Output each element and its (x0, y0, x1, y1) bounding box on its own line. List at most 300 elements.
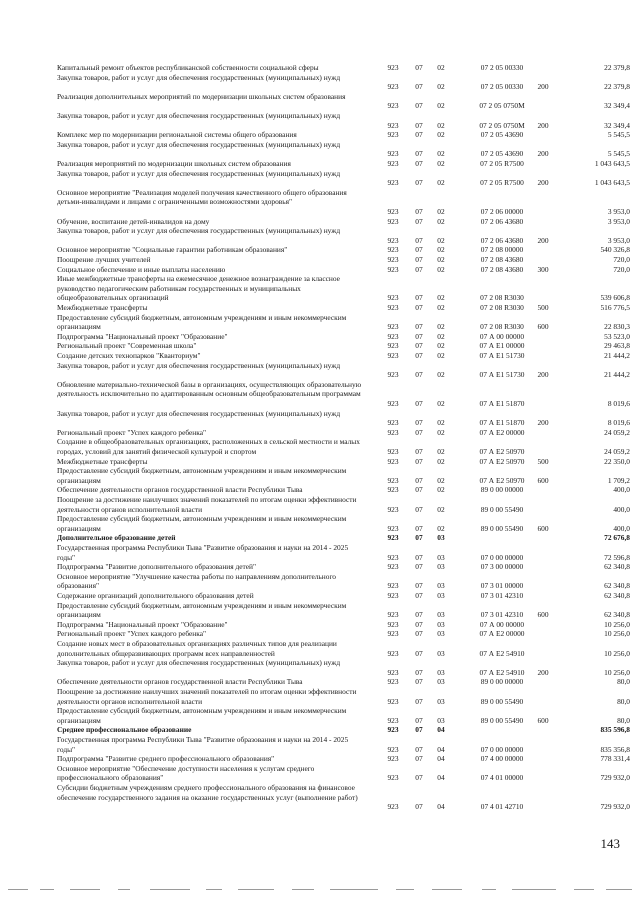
table-row (0, 658, 640, 677)
row-section-code: 07 (415, 264, 423, 274)
row-section-code: 07 (415, 677, 423, 687)
row-section-code: 07 (415, 331, 423, 341)
row-expense-type-code: 600 (537, 322, 549, 332)
row-subsection-code: 02 (437, 475, 445, 485)
row-amount: 3 953,0 (607, 206, 630, 216)
row-amount: 516 776,5 (600, 303, 630, 312)
row-name: Государственная программа Республики Тыва "Развитие образования и науки на 2014 - 2025 годы" (57, 543, 349, 562)
row-amount: 22 350,0 (604, 456, 630, 466)
row-name: Подпрограмма "Национальный проект "Образование" (57, 331, 228, 341)
row-subsection-code: 02 (437, 293, 445, 303)
table-row (0, 572, 640, 591)
row-subsection-code: 02 (437, 235, 445, 245)
row-name: Закупка товаров, работ и услуг для обеспечения государственных (муниципальных) нужд (57, 72, 341, 82)
row-subsection-code: 02 (437, 504, 445, 514)
row-section-code: 07 (415, 216, 423, 226)
row-subsection-code: 02 (437, 245, 445, 255)
row-name: Основное мероприятие "Реализация моделей получения качественного общего образования детьми-инвалидами и лицами с ограниченными возможностями здоровья" (57, 187, 347, 207)
row-name: Поощрение за достижение наилучших значений показателей по итогам оценки эффективности деятельности органов исполнительной власти (57, 687, 357, 706)
row-subsection-code: 04 (437, 802, 445, 812)
row-target-item-code: 07 4 01 00000 (480, 773, 524, 783)
row-name: Закупка товаров, работ и услуг для обеспечения государственных (муниципальных) нужд (57, 408, 341, 418)
row-subsection-code: 02 (437, 255, 445, 264)
table-row (0, 543, 640, 562)
row-expense-type-code: 200 (537, 120, 549, 130)
row-target-item-code: 07 А Е1 51730 (479, 351, 525, 360)
row-name: Основное мероприятие "Улучшение качества работы по направлениям дополнительного образования" (57, 571, 336, 591)
row-target-item-code: 89 0 00 55490 (480, 715, 524, 725)
row-subsection-code: 03 (437, 581, 445, 591)
row-section-code: 07 (415, 552, 423, 562)
row-amount: 5 545,5 (607, 130, 630, 140)
row-target-item-code: 07 А Е2 00000 (479, 427, 525, 437)
row-name: Комплекс мер по модернизации региональной системы общего образования (57, 130, 297, 140)
row-section-code: 07 (415, 591, 423, 600)
row-section-code: 07 (415, 101, 423, 111)
row-ved-code: 923 (387, 216, 399, 226)
row-name: Содержание организаций дополнительного образования детей (57, 591, 254, 600)
row-section-code: 07 (415, 235, 423, 245)
row-target-item-code: 89 0 00 55490 (480, 696, 524, 706)
table-row (0, 351, 640, 361)
row-subsection-code: 02 (437, 216, 445, 226)
table-row (0, 274, 640, 303)
row-subsection-code: 04 (437, 754, 445, 764)
row-target-item-code: 07 А Е2 54910 (479, 667, 525, 677)
row-ved-code: 923 (387, 245, 399, 255)
row-subsection-code: 02 (437, 351, 445, 360)
row-target-item-code: 07 А Е1 51870 (479, 418, 525, 428)
row-subsection-code: 03 (437, 677, 445, 687)
row-amount: 21 444,2 (604, 370, 630, 380)
row-target-item-code: 07 2 05 00330 (480, 82, 524, 92)
row-name: Подпрограмма "Развитие среднего профессионального образования" (57, 754, 275, 764)
row-name: Капитальный ремонт объектов республиканской собственности социальной сферы (57, 63, 319, 72)
row-section-code: 07 (415, 303, 423, 312)
row-subsection-code: 02 (437, 82, 445, 92)
row-name: Региональный проект "Современная школа" (57, 341, 197, 351)
row-ved-code: 923 (387, 130, 399, 140)
row-expense-type-code: 200 (537, 82, 549, 92)
row-section-code: 07 (415, 206, 423, 216)
row-name: Межбюджетные трансферты (57, 456, 148, 466)
row-expense-type-code: 200 (537, 667, 549, 677)
row-section-code: 07 (415, 581, 423, 591)
row-amount: 24 059,2 (604, 446, 630, 456)
row-amount: 3 953,0 (607, 216, 630, 226)
row-name: Субсидии бюджетным учреждениям среднего профессионального образования на финансовое обеспечение государственного задания на оказание государственных услуг (выполнение работ) (57, 783, 358, 802)
row-amount: 80,0 (617, 715, 630, 725)
table-row (0, 409, 640, 428)
row-section-code: 07 (415, 418, 423, 428)
row-amount: 720,0 (613, 255, 630, 264)
row-name: Закупка товаров, работ и услуг для обеспечения государственных (муниципальных) нужд (57, 168, 341, 178)
table-row (0, 706, 640, 725)
row-subsection-code: 02 (437, 101, 445, 111)
row-name: Подпрограмма "Развитие дополнительного образования детей" (57, 562, 257, 572)
row-name: Региональный проект "Успех каждого ребенка" (57, 427, 207, 437)
row-ved-code: 923 (387, 351, 399, 360)
row-amount: 22 379,8 (604, 63, 630, 72)
row-subsection-code: 03 (437, 610, 445, 620)
row-name: Среднее профессиональное образование (57, 725, 192, 735)
row-name: Закупка товаров, работ и услуг для обеспечения государственных (муниципальных) нужд (57, 139, 341, 149)
table-row (0, 485, 640, 495)
row-expense-type-code: 200 (537, 149, 549, 159)
row-expense-type-code: 600 (537, 523, 549, 533)
page-number: 143 (600, 836, 620, 851)
row-ved-code: 923 (387, 427, 399, 437)
row-amount: 8 019,6 (607, 398, 630, 408)
row-section-code: 07 (415, 322, 423, 332)
row-target-item-code: 07 2 08 R3030 (480, 303, 524, 312)
row-name: Реализация мероприятий по модернизации школьных систем образования (57, 159, 291, 168)
row-amount: 400,0 (613, 523, 630, 533)
row-ved-code: 923 (387, 206, 399, 216)
row-expense-type-code: 600 (537, 475, 549, 485)
table-row (0, 188, 640, 217)
row-ved-code: 923 (387, 610, 399, 620)
row-target-item-code: 07 2 05 R7500 (480, 159, 524, 168)
row-target-item-code: 07 2 06 43680 (480, 235, 524, 245)
row-subsection-code: 02 (437, 370, 445, 380)
row-ved-code: 923 (387, 677, 399, 687)
table-row (0, 169, 640, 188)
row-subsection-code: 02 (437, 523, 445, 533)
row-name: Подпрограмма "Национальный проект "Образование" (57, 619, 228, 629)
row-section-code: 07 (415, 610, 423, 620)
row-section-code: 07 (415, 744, 423, 754)
row-ved-code: 923 (387, 303, 399, 312)
row-section-code: 07 (415, 293, 423, 303)
row-section-code: 07 (415, 456, 423, 466)
row-amount: 10 256,0 (604, 619, 630, 629)
table-row (0, 255, 640, 265)
row-section-code: 07 (415, 533, 423, 543)
row-expense-type-code: 200 (537, 418, 549, 428)
row-section-code: 07 (415, 523, 423, 533)
row-name: Создание в общеобразовательных организациях, расположенных в сельской местности и малых городах, условий для занятий физической культурой и спортом (57, 437, 360, 456)
row-target-item-code: 07 4 00 00000 (480, 754, 524, 764)
row-subsection-code: 03 (437, 715, 445, 725)
row-target-item-code: 07 А Е2 50970 (479, 475, 525, 485)
row-ved-code: 923 (387, 255, 399, 264)
row-ved-code: 923 (387, 667, 399, 677)
row-name: Закупка товаров, работ и услуг для обеспечения государственных (муниципальных) нужд (57, 111, 341, 120)
row-name: Предоставление субсидий бюджетным, автономным учреждениям и иным некоммерческим организациям (57, 312, 347, 332)
row-ved-code: 923 (387, 475, 399, 485)
row-target-item-code: 89 0 00 00000 (480, 677, 524, 687)
table-row (0, 725, 640, 735)
row-target-item-code: 07 А Е1 00000 (479, 341, 525, 351)
row-section-code: 07 (415, 120, 423, 130)
row-name: Обеспечение деятельности органов государственной власти Республики Тыва (57, 485, 303, 495)
row-section-code: 07 (415, 130, 423, 140)
row-subsection-code: 02 (437, 303, 445, 312)
row-section-code: 07 (415, 667, 423, 677)
row-amount: 21 444,2 (604, 351, 630, 360)
row-section-code: 07 (415, 341, 423, 351)
table-row (0, 313, 640, 332)
table-row (0, 140, 640, 159)
row-name: Региональный проект "Успех каждого ребенка" (57, 629, 207, 639)
row-ved-code: 923 (387, 485, 399, 495)
row-amount: 62 340,8 (604, 581, 630, 591)
row-subsection-code: 02 (437, 398, 445, 408)
row-amount: 835 596,8 (600, 725, 630, 735)
row-ved-code: 923 (387, 562, 399, 572)
row-section-code: 07 (415, 475, 423, 485)
row-subsection-code: 02 (437, 63, 445, 72)
table-row (0, 380, 640, 409)
row-ved-code: 923 (387, 101, 399, 111)
row-subsection-code: 02 (437, 206, 445, 216)
row-target-item-code: 07 3 01 00000 (480, 581, 524, 591)
row-amount: 729 932,0 (600, 773, 630, 783)
row-name: Межбюджетные трансферты (57, 303, 148, 312)
row-ved-code: 923 (387, 581, 399, 591)
row-name: Создание детских технопарков "Кванториум" (57, 351, 201, 360)
row-ved-code: 923 (387, 504, 399, 514)
row-ved-code: 923 (387, 591, 399, 600)
row-target-item-code: 89 0 00 55490 (480, 504, 524, 514)
table-row (0, 457, 640, 467)
table-row (0, 73, 640, 92)
table-row (0, 754, 640, 764)
row-target-item-code: 07 2 08 43680 (480, 255, 524, 264)
row-amount: 10 256,0 (604, 648, 630, 658)
table-row (0, 361, 640, 380)
row-amount: 10 256,0 (604, 667, 630, 677)
row-ved-code: 923 (387, 446, 399, 456)
row-subsection-code: 02 (437, 130, 445, 140)
row-target-item-code: 07 2 05 00330 (480, 63, 524, 72)
row-name: Предоставление субсидий бюджетным, автономным учреждениям и иным некоммерческим организациям (57, 706, 347, 725)
table-row (0, 265, 640, 275)
row-ved-code: 923 (387, 398, 399, 408)
row-subsection-code: 02 (437, 159, 445, 168)
table-row (0, 303, 640, 313)
row-amount: 62 340,8 (604, 562, 630, 572)
row-ved-code: 923 (387, 802, 399, 812)
row-target-item-code: 07 А Е1 51870 (479, 398, 525, 408)
row-ved-code: 923 (387, 322, 399, 332)
row-ved-code: 923 (387, 235, 399, 245)
row-ved-code: 923 (387, 744, 399, 754)
table-row (0, 341, 640, 351)
table-row (0, 466, 640, 485)
row-ved-code: 923 (387, 264, 399, 274)
row-subsection-code: 03 (437, 562, 445, 572)
row-ved-code: 923 (387, 754, 399, 764)
row-amount: 1 043 643,5 (594, 159, 630, 168)
row-target-item-code: 07 А Е2 50970 (479, 456, 525, 466)
row-expense-type-code: 500 (537, 303, 549, 312)
row-ved-code: 923 (387, 331, 399, 341)
row-amount: 540 326,8 (600, 245, 630, 255)
row-subsection-code: 03 (437, 533, 445, 543)
row-amount: 72 676,8 (604, 533, 630, 543)
row-subsection-code: 02 (437, 427, 445, 437)
table-row (0, 639, 640, 658)
row-amount: 32 349,4 (604, 101, 630, 111)
row-section-code: 07 (415, 149, 423, 159)
row-section-code: 07 (415, 715, 423, 725)
row-ved-code: 923 (387, 715, 399, 725)
row-target-item-code: 07 2 05 0750М (479, 101, 525, 111)
row-amount: 539 606,8 (600, 293, 630, 303)
row-section-code: 07 (415, 802, 423, 812)
row-ved-code: 923 (387, 418, 399, 428)
table-row (0, 332, 640, 342)
table-row (0, 63, 640, 73)
row-expense-type-code: 200 (537, 370, 549, 380)
row-amount: 400,0 (613, 485, 630, 495)
row-section-code: 07 (415, 446, 423, 456)
row-name: Обновление материально-технической базы в организациях, осуществляющих образовательную деятельность исключительно по адаптированным основным общеобразовательным программам (57, 379, 362, 399)
row-target-item-code: 07 2 05 0750М (479, 120, 525, 130)
row-subsection-code: 04 (437, 744, 445, 754)
row-ved-code: 923 (387, 523, 399, 533)
row-name: Закупка товаров, работ и услуг для обеспечения государственных (муниципальных) нужд (57, 658, 341, 668)
row-target-item-code: 07 А Е2 00000 (479, 629, 525, 639)
row-amount: 24 059,2 (604, 427, 630, 437)
row-amount: 5 545,5 (607, 149, 630, 159)
row-subsection-code: 03 (437, 648, 445, 658)
row-section-code: 07 (415, 398, 423, 408)
row-name: Социальное обеспечение и иные выплаты населению (57, 264, 226, 274)
row-ved-code: 923 (387, 725, 399, 735)
row-section-code: 07 (415, 696, 423, 706)
row-name: Иные межбюджетные трансферты на ежемесячное денежное вознаграждение за классное руководство педагогическим работникам государственных и муниципальных общеобразовательных организаций (57, 274, 340, 303)
row-amount: 1 043 643,5 (594, 178, 630, 188)
row-target-item-code: 07 А Е1 51730 (479, 370, 525, 380)
table-row (0, 687, 640, 706)
row-ved-code: 923 (387, 629, 399, 639)
row-name: Обеспечение деятельности органов государственной власти Республики Тыва (57, 677, 303, 687)
row-ved-code: 923 (387, 696, 399, 706)
row-subsection-code: 02 (437, 149, 445, 159)
row-target-item-code: 07 А 00 00000 (479, 619, 525, 629)
row-target-item-code: 07 2 05 R7500 (480, 178, 524, 188)
row-ved-code: 923 (387, 159, 399, 168)
row-target-item-code: 07 3 00 00000 (480, 562, 524, 572)
row-amount: 22 830,3 (604, 322, 630, 332)
row-name: Предоставление субсидий бюджетным, автономным учреждениям и иным некоммерческим организациям (57, 600, 347, 620)
row-target-item-code: 07 4 01 42710 (480, 802, 524, 812)
row-name: Предоставление субсидий бюджетным, автономным учреждениям и иным некоммерческим организациям (57, 514, 347, 533)
scan-edge-artifact (0, 887, 640, 893)
row-expense-type-code: 500 (537, 456, 549, 466)
row-ved-code: 923 (387, 552, 399, 562)
row-amount: 835 356,8 (600, 744, 630, 754)
table-row (0, 245, 640, 255)
table-row (0, 562, 640, 572)
row-amount: 3 953,0 (607, 235, 630, 245)
row-section-code: 07 (415, 619, 423, 629)
row-name: Государственная программа Республики Тыва "Развитие образования и науки на 2014 - 2025 годы" (57, 735, 349, 754)
row-target-item-code: 07 3 01 42310 (480, 591, 524, 600)
row-ved-code: 923 (387, 456, 399, 466)
row-amount: 32 349,4 (604, 120, 630, 130)
row-subsection-code: 03 (437, 552, 445, 562)
row-section-code: 07 (415, 351, 423, 360)
row-subsection-code: 02 (437, 264, 445, 274)
row-amount: 400,0 (613, 504, 630, 514)
table-row (0, 437, 640, 456)
row-section-code: 07 (415, 370, 423, 380)
row-subsection-code: 04 (437, 773, 445, 783)
row-expense-type-code: 600 (537, 610, 549, 620)
row-subsection-code: 02 (437, 331, 445, 341)
row-name: Основное мероприятие "Обеспечение доступности населения к услугам среднего профессионального образования" (57, 763, 315, 783)
row-amount: 22 379,8 (604, 82, 630, 92)
row-amount: 10 256,0 (604, 629, 630, 639)
row-target-item-code: 89 0 00 55490 (480, 523, 524, 533)
row-section-code: 07 (415, 159, 423, 168)
row-expense-type-code: 200 (537, 235, 549, 245)
row-section-code: 07 (415, 245, 423, 255)
row-name: Закупка товаров, работ и услуг для обеспечения государственных (муниципальных) нужд (57, 360, 341, 370)
row-name: Поощрение за достижение наилучших значений показателей по итогам оценки эффективности деятельности органов исполнительной власти (57, 495, 357, 514)
table-row (0, 130, 640, 140)
row-subsection-code: 03 (437, 619, 445, 629)
row-section-code: 07 (415, 255, 423, 264)
table-row (0, 92, 640, 111)
row-section-code: 07 (415, 82, 423, 92)
row-ved-code: 923 (387, 63, 399, 72)
row-expense-type-code: 300 (537, 264, 549, 274)
row-subsection-code: 02 (437, 446, 445, 456)
row-section-code: 07 (415, 629, 423, 639)
row-target-item-code: 07 3 01 42310 (480, 610, 524, 620)
row-ved-code: 923 (387, 178, 399, 188)
row-amount: 720,0 (613, 264, 630, 274)
row-subsection-code: 02 (437, 120, 445, 130)
row-target-item-code: 07 2 08 00000 (480, 245, 524, 255)
row-subsection-code: 03 (437, 667, 445, 677)
row-ved-code: 923 (387, 619, 399, 629)
row-section-code: 07 (415, 725, 423, 735)
row-subsection-code: 04 (437, 725, 445, 735)
row-target-item-code: 07 2 08 43680 (480, 264, 524, 274)
row-name: Дополнительное образование детей (57, 533, 176, 543)
row-subsection-code: 03 (437, 591, 445, 600)
row-amount: 729 932,0 (600, 802, 630, 812)
row-expense-type-code: 600 (537, 715, 549, 725)
row-amount: 62 340,8 (604, 610, 630, 620)
table-row (0, 495, 640, 514)
row-expense-type-code: 200 (537, 178, 549, 188)
row-amount: 72 596,8 (604, 552, 630, 562)
row-ved-code: 923 (387, 648, 399, 658)
row-amount: 29 463,8 (604, 341, 630, 351)
table-row (0, 601, 640, 620)
row-subsection-code: 03 (437, 629, 445, 639)
table-row (0, 428, 640, 438)
table-row (0, 764, 640, 783)
row-name: Создание новых мест в образовательных организациях различных типов для реализации дополнительных общеразвивающих программ всех направленностей (57, 639, 337, 658)
row-amount: 1 709,2 (607, 475, 630, 485)
row-subsection-code: 03 (437, 696, 445, 706)
row-target-item-code: 07 2 08 R3030 (480, 322, 524, 332)
row-subsection-code: 02 (437, 341, 445, 351)
row-name: Предоставление субсидий бюджетным, автономным учреждениям и иным некоммерческим организациям (57, 466, 347, 485)
table-row (0, 620, 640, 630)
row-ved-code: 923 (387, 773, 399, 783)
table-row (0, 629, 640, 639)
table-row (0, 159, 640, 169)
